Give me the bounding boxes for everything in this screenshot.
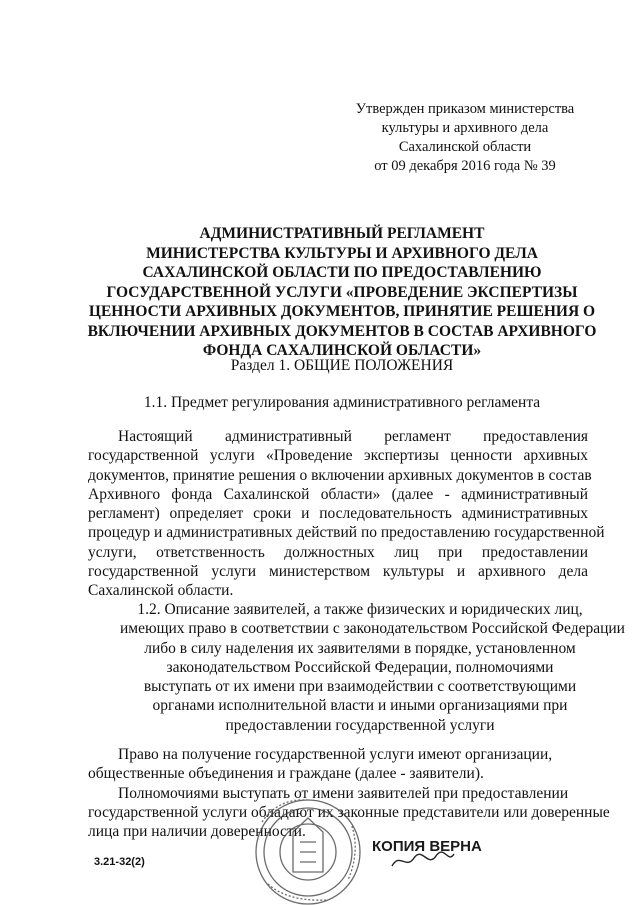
heading-line: либо в силу наделения их заявителями в порядке, установленном xyxy=(144,639,576,657)
approval-block xyxy=(340,100,590,176)
approval-line: от 09 декабря 2016 года № 39 xyxy=(374,158,556,174)
heading-line: имеющих право в соответствии с законодательством Российской Федерации xyxy=(120,620,625,638)
paragraph-line: регламент) определяет сроки и последовательность административных xyxy=(88,505,588,523)
paragraph-line: Настоящий административный регламент предоставления xyxy=(118,428,588,445)
signature-scribble xyxy=(388,846,458,874)
paragraph-line: услуги, ответственность должностных лиц при предоставлении xyxy=(88,543,588,561)
title-line: САХАЛИНСКОЙ ОБЛАСТИ ПО ПРЕДОСТАВЛЕНИЮ xyxy=(142,264,542,281)
title-line: ВКЛЮЧЕНИИ АРХИВНЫХ ДОКУМЕНТОВ В СОСТАВ АРХИВНОГО xyxy=(87,322,597,340)
heading-line: выступать от их имени при взаимодействии с соответствующими xyxy=(143,678,577,696)
section-heading: Раздел 1. ОБЩИЕ ПОЛОЖЕНИЯ xyxy=(230,357,454,374)
paragraph-line: государственной услуги «Проведение экспертизы ценности архивных xyxy=(88,447,588,465)
paragraph-line: государственной услуги обладают их законные представители или доверенные xyxy=(88,803,610,821)
approval-line: Утвержден приказом министерства xyxy=(355,101,575,117)
paragraph-line: процедур и административных действий по предоставлению государственной xyxy=(88,524,605,542)
footer-code: 3.21-32(2) xyxy=(94,856,145,868)
heading-line: 1.2. Описание заявителей, а также физических и юридических лиц, xyxy=(137,601,583,618)
paragraph-line: Полномочиями выступать от имени заявителей при предоставлении xyxy=(118,784,569,802)
paragraph-line: документов, принятие решения о включении архивных документов в состав xyxy=(88,466,592,484)
title-line: ФОНДА САХАЛИНСКОЙ ОБЛАСТИ» xyxy=(202,342,482,359)
paragraph-line: Право на получение государственной услуги имеют организации, xyxy=(118,746,553,763)
heading-line: предоставлении государственной услуги xyxy=(225,716,495,734)
title-line: ГОСУДАРСТВЕННОЙ УСЛУГИ «ПРОВЕДЕНИЕ ЭКСПЕРТИЗЫ xyxy=(106,283,578,301)
copy-verified-stamp-text: КОПИЯ ВЕРНА xyxy=(372,838,482,855)
document-title xyxy=(72,224,612,361)
approval-line: Сахалинской области xyxy=(398,139,532,155)
subsection-heading-1-2 xyxy=(120,600,625,735)
paragraph-line: Сахалинской области. xyxy=(88,582,234,600)
paragraph-1 xyxy=(88,427,605,601)
title-line: МИНИСТЕРСТВА КУЛЬТУРЫ И АРХИВНОГО ДЕЛА xyxy=(146,244,538,262)
paragraph-line: Архивного фонда Сахалинской области» (далее - административный xyxy=(88,485,588,503)
heading-line: органами исполнительной власти и иными организациями при xyxy=(152,697,568,715)
heading-line: законодательством Российской Федерации, полномочиями xyxy=(166,658,554,676)
paragraph-line: лица при наличии доверенности. xyxy=(88,823,306,841)
title-line: ЦЕННОСТИ АРХИВНЫХ ДОКУМЕНТОВ, ПРИНЯТИЕ РЕШЕНИЯ О xyxy=(88,303,596,320)
subsection-heading-1-1: 1.1. Предмет регулирования административного регламента xyxy=(143,394,541,411)
title-line: АДМИНИСТРАТИВНЫЙ РЕГЛАМЕНТ xyxy=(199,225,485,242)
paragraph-line: государственной услуги министерством культуры и архивного дела xyxy=(88,563,588,581)
paragraph-line: общественные объединения и граждане (далее - заявители). xyxy=(88,765,484,783)
approval-line: культуры и архивного дела xyxy=(381,120,549,136)
round-seal-stamp xyxy=(248,752,448,905)
